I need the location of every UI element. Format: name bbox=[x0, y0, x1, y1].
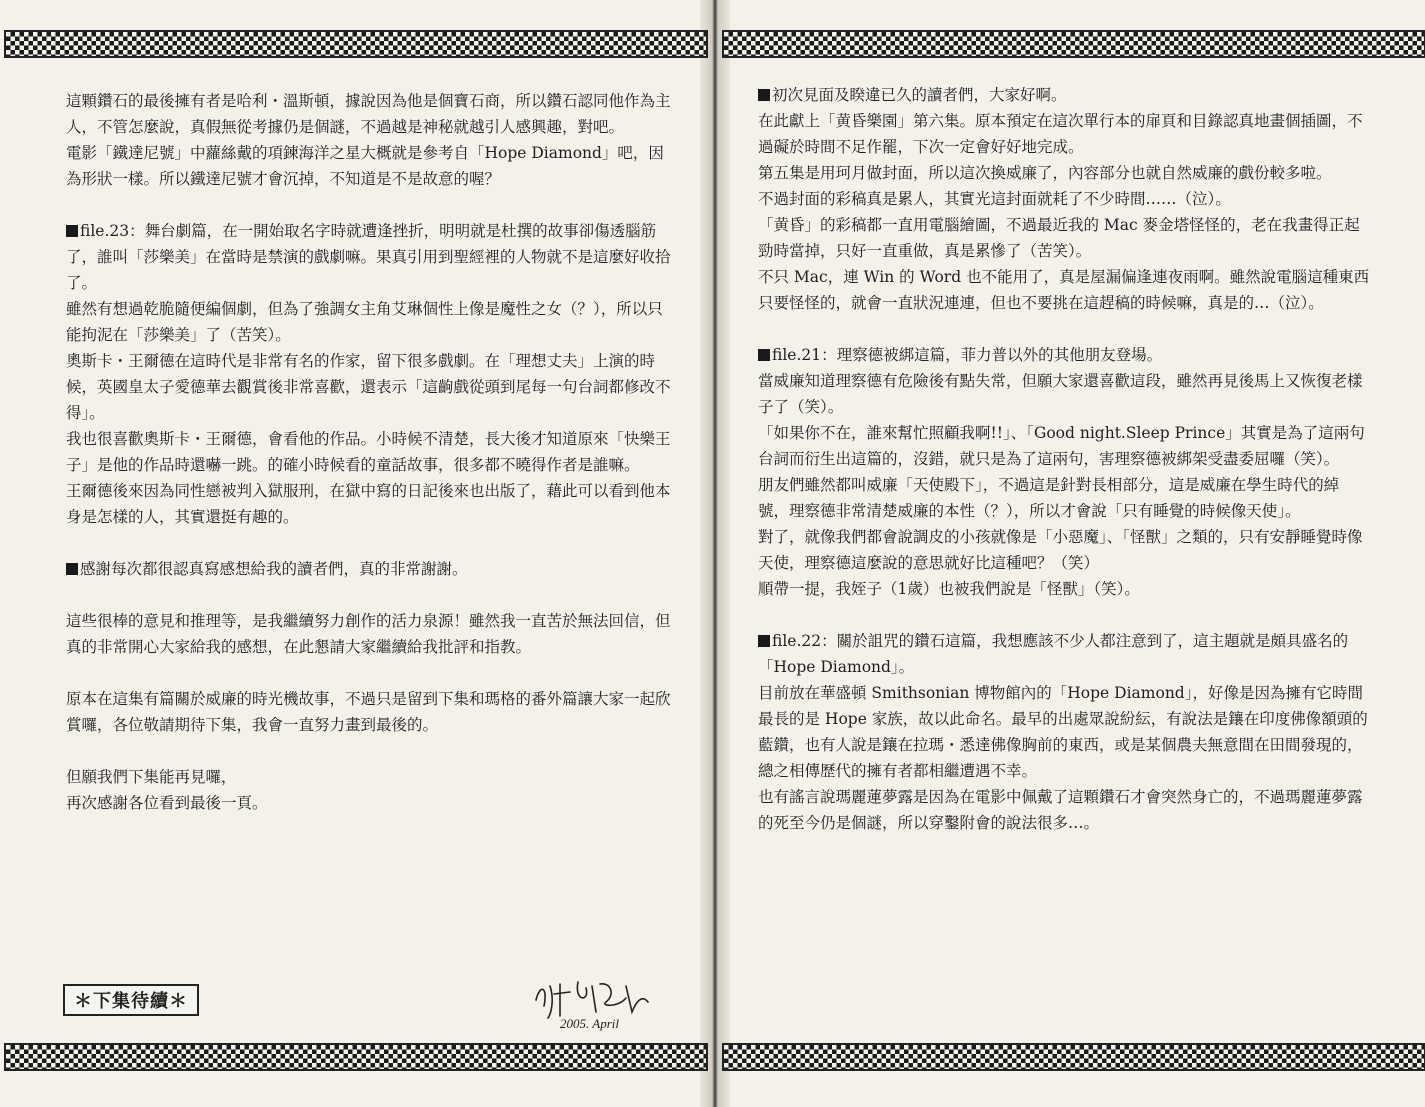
paragraph-text: 王爾德後來因為同性戀被判入獄服刑，在獄中寫的日記後來也出版了，藉此可以看到他本身是怎樣的人，其實還挺有趣的。 bbox=[66, 482, 671, 526]
left-text-column bbox=[66, 88, 678, 816]
paragraph bbox=[758, 784, 1370, 836]
paragraph bbox=[758, 342, 1370, 368]
paragraph-text: 感謝每次都很認真寫感想給我的讀者們，真的非常謝謝。 bbox=[80, 560, 468, 578]
paragraph-text: 順帶一提，我姪子（1歲）也被我們說是「怪獸」（笑）。 bbox=[758, 580, 1140, 598]
paragraph-text: 當威廉知道理察德有危險後有點失常，但願大家還喜歡這段，雖然再見後馬上又恢復老樣子了（笑）。 bbox=[758, 372, 1363, 416]
to-be-continued-box: ＊下集待續＊ bbox=[63, 984, 199, 1016]
paragraph bbox=[758, 524, 1370, 576]
square-bullet-icon bbox=[758, 89, 770, 101]
checker-border-top-right bbox=[722, 30, 1425, 58]
paragraph bbox=[66, 88, 678, 140]
paragraph bbox=[758, 264, 1370, 316]
paragraph bbox=[66, 608, 678, 660]
paragraph-text: 這些很棒的意見和推理等，是我繼續努力創作的活力泉源！雖然我一直苦於無法回信，但真的非常開心大家給我的感想，在此懇請大家繼續給我批評和指教。 bbox=[66, 612, 671, 656]
checker-border-top-left bbox=[4, 30, 708, 58]
paragraph-text: 這顆鑽石的最後擁有者是哈利・溫斯頓，據說因為他是個寶石商，所以鑽石認同他作為主人，不管怎麼說，真假無從考據仍是個謎，不過越是神秘就越引人感興趣，對吧。 bbox=[66, 92, 671, 136]
paragraph bbox=[758, 628, 1370, 680]
paragraph bbox=[758, 420, 1370, 472]
paragraph-text: 不只 Mac，連 Win 的 Word 也不能用了，真是屋漏偏逢連夜雨啊。雖然說電腦這種東西只要怪怪的，就會一直狀況連連，但也不要挑在這趕稿的時候嘛，真是的…（泣）。 bbox=[758, 268, 1370, 312]
paragraph bbox=[758, 160, 1370, 186]
square-bullet-icon bbox=[66, 563, 78, 575]
paragraph-text: 也有謠言說瑪麗蓮夢露是因為在電影中佩戴了這顆鑽石才會突然身亡的，不過瑪麗蓮夢露的死至今仍是個謎，所以穿鑿附會的說法很多…。 bbox=[758, 788, 1363, 832]
paragraph-text: 雖然有想過乾脆隨便編個劇，但為了強調女主角艾琳個性上像是魔性之女（？），所以只能拘泥在「莎樂美」了（苦笑）。 bbox=[66, 300, 663, 344]
paragraph bbox=[66, 478, 678, 530]
paragraph bbox=[758, 368, 1370, 420]
paragraph-text: file.21：理察德被綁這篇，菲力普以外的其他朋友登場。 bbox=[772, 346, 1163, 364]
paragraph-text: 原本在這集有篇關於威廉的時光機故事，不過只是留到下集和瑪格的番外篇讓大家一起欣賞囉，各位敬請期待下集，我會一直努力畫到最後的。 bbox=[66, 690, 671, 734]
paragraph-text: file.23：舞台劇篇，在一開始取名字時就遭逢挫折，明明就是杜撰的故事卻傷透腦筋了，誰叫「莎樂美」在當時是禁演的戲劇嘛。果真引用到聖經裡的人物就不是這麼好收拾了。 bbox=[66, 222, 671, 292]
paragraph-text: 但願我們下集能再見囉， bbox=[66, 768, 237, 786]
paragraph bbox=[758, 472, 1370, 524]
paragraph-text: 「如果你不在，誰來幫忙照顧我啊!!」、「Good night.Sleep Prince」其實是為了這兩句台詞而衍生出這篇的，沒錯，就只是為了這兩句，害理察德被綁架受盡委屈囉（笑）。 bbox=[758, 424, 1365, 468]
paragraph-gap bbox=[66, 660, 678, 686]
paragraph bbox=[758, 186, 1370, 212]
paragraph-text: 電影「鐵達尼號」中蘿絲戴的項鍊海洋之星大概就是參考自「Hope Diamond」吧，因為形狀一樣。所以鐵達尼號才會沉掉，不知道是不是故意的喔？ bbox=[66, 144, 664, 188]
paragraph-gap bbox=[758, 602, 1370, 628]
paragraph bbox=[758, 576, 1370, 602]
paragraph-text: 初次見面及睽違已久的讀者們，大家好啊。 bbox=[772, 86, 1067, 104]
paragraph bbox=[758, 82, 1370, 108]
checker-border-bottom-right bbox=[722, 1043, 1425, 1071]
paragraph-text: 目前放在華盛頓 Smithsonian 博物館內的「Hope Diamond」，好像是因為擁有它時間最長的是 Hope 家族，故以此命名。最早的出處眾說紛紜，有說法是鑲在印度佛像額頭的藍鑽，也有人說是鑲在拉瑪・悉達佛像胸前的東西，或是某個農夫無意間在田間發現的，總之相傳歷代的擁有者都相繼遭遇不幸。 bbox=[758, 684, 1368, 780]
square-bullet-icon bbox=[66, 225, 78, 237]
paragraph bbox=[66, 140, 678, 192]
square-bullet-icon bbox=[758, 349, 770, 361]
paragraph-text: 第五集是用珂月做封面，所以這次換威廉了，內容部分也就自然威廉的戲份較多啦。 bbox=[758, 164, 1332, 182]
paragraph bbox=[66, 686, 678, 738]
paragraph-text: 奧斯卡・王爾德在這時代是非常有名的作家，留下很多戲劇。在「理想丈夫」上演的時候，英國皇太子愛德華去觀賞後非常喜歡，還表示「這齣戲從頭到尾每一句台詞都修改不得」。 bbox=[66, 352, 671, 422]
paragraph-text: 在此獻上「黄昏樂園」第六集。原本預定在這次單行本的扉頁和目錄認真地畫個插圖，不過礙於時間不足作罷，下次一定會好好地完成。 bbox=[758, 112, 1363, 156]
paragraph bbox=[758, 108, 1370, 160]
book-gutter bbox=[700, 0, 730, 1107]
paragraph-gap bbox=[66, 582, 678, 608]
paragraph-text: 再次感謝各位看到最後一頁。 bbox=[66, 794, 268, 812]
paragraph-text: 不過封面的彩稿真是累人，其實光這封面就耗了不少時間……（泣）。 bbox=[758, 190, 1231, 208]
paragraph-text: 對了，就像我們都會說調皮的小孩就像是「小惡魔」、「怪獸」之類的，只有安靜睡覺時像天使，理察德這麼說的意思就好比這種吧？（笑） bbox=[758, 528, 1363, 572]
author-signature bbox=[530, 972, 670, 1032]
paragraph bbox=[66, 348, 678, 426]
paragraph bbox=[66, 426, 678, 478]
paragraph-gap bbox=[66, 192, 678, 218]
paragraph bbox=[758, 680, 1370, 784]
signature-date: 2005. April bbox=[560, 1016, 619, 1031]
paragraph bbox=[66, 556, 678, 582]
paragraph-text: 「黄昏」的彩稿都一直用電腦繪圖，不過最近我的 Mac 麥金塔怪怪的，老在我畫得正起勁時當掉，只好一直重做，真是累慘了（苦笑）。 bbox=[758, 216, 1360, 260]
paragraph-text: file.22：關於詛咒的鑽石這篇，我想應該不少人都注意到了，這主題就是頗具盛名的「Hope Diamond」。 bbox=[758, 632, 1349, 676]
paragraph bbox=[66, 218, 678, 296]
paragraph bbox=[66, 296, 678, 348]
paragraph bbox=[66, 790, 678, 816]
paragraph-gap bbox=[758, 316, 1370, 342]
right-text-column bbox=[758, 82, 1370, 836]
paragraph-text: 我也很喜歡奧斯卡・王爾德，會看他的作品。小時候不清楚，長大後才知道原來「快樂王子」是他的作品時還嚇一跳。的確小時候看的童話故事，很多都不曉得作者是誰嘛。 bbox=[66, 430, 671, 474]
square-bullet-icon bbox=[758, 635, 770, 647]
paragraph-gap bbox=[66, 530, 678, 556]
paragraph-gap bbox=[66, 738, 678, 764]
paragraph-text: 朋友們雖然都叫威廉「天使殿下」，不過這是針對長相部分，這是威廉在學生時代的綽號，理察德非常清楚威廉的本性（？），所以才會說「只有睡覺的時候像天使」。 bbox=[758, 476, 1340, 520]
paragraph bbox=[758, 212, 1370, 264]
checker-border-bottom-left bbox=[4, 1043, 708, 1071]
paragraph bbox=[66, 764, 678, 790]
